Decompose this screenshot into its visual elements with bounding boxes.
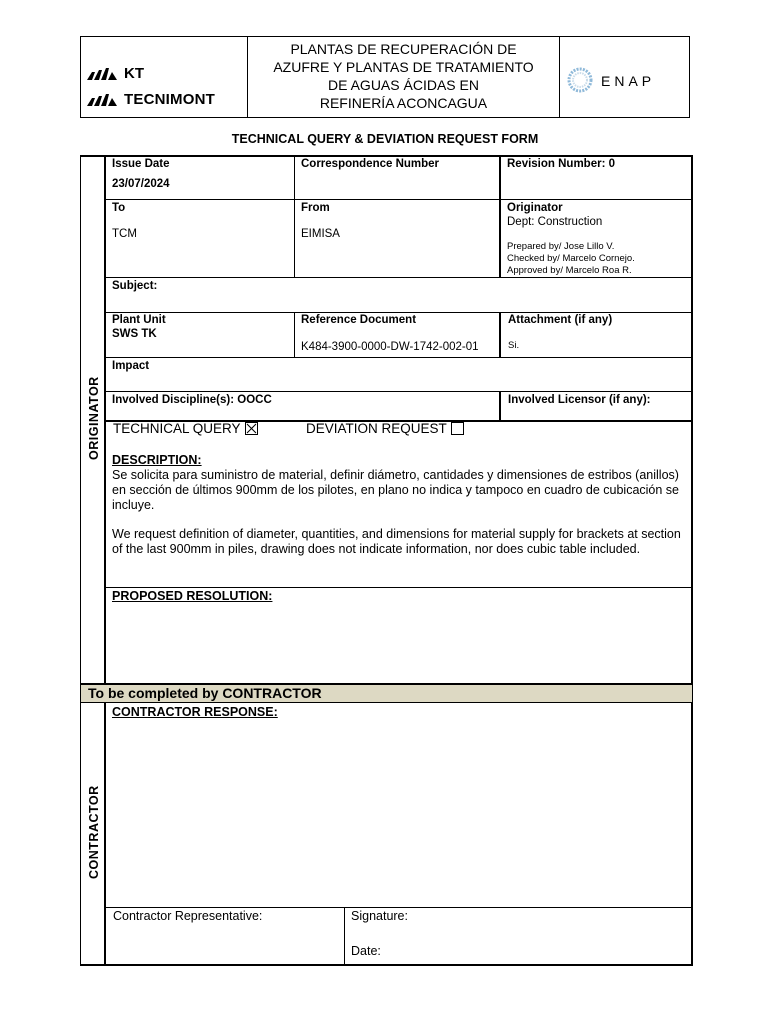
attachment-value: Si. [508, 340, 520, 351]
kt-mark-icon [87, 68, 117, 80]
contractor-banner: To be completed by CONTRACTOR [80, 683, 693, 703]
originator-side-label-wrap [87, 376, 103, 461]
correspondence-number-label: Correspondence Number [301, 158, 440, 170]
row-rule [106, 357, 693, 358]
from-value: EIMISA [301, 228, 340, 240]
signature-row-rule [106, 907, 693, 908]
checked-by: Checked by/ Marcelo Cornejo. [507, 253, 635, 264]
attachment-label: Attachment (if any) [508, 314, 613, 326]
description-heading: DESCRIPTION: [112, 453, 202, 467]
deviation-request-checkbox[interactable] [451, 422, 464, 435]
enap-logo [562, 62, 688, 102]
project-title-line: PLANTAS DE RECUPERACIÓN DE [290, 41, 517, 57]
description-english: We request definition of diameter, quantities, and dimensions for material supply for brackets at section of the last 900mm in piles, drawing does not indicate information, nor does cubic table included. [112, 527, 681, 556]
header-divider-2 [559, 36, 560, 118]
approved-by: Approved by/ Marcelo Roa R. [507, 265, 632, 276]
subject-label: Subject: [112, 280, 158, 292]
project-title-line: AZUFRE Y PLANTAS DE TRATAMIENTO [273, 59, 534, 75]
involved-licensor-label: Involved Licensor (if any): [508, 394, 651, 406]
col-rule [294, 155, 295, 277]
contractor-outer-box [80, 703, 693, 966]
technical-query-checkbox[interactable] [245, 422, 258, 435]
contractor-response-heading: CONTRACTOR RESPONSE: [112, 705, 278, 719]
row-rule [106, 587, 693, 588]
deviation-request-option[interactable] [306, 421, 464, 437]
project-title-line: DE AGUAS ÁCIDAS EN [328, 77, 479, 93]
enap-logo-text: ENAP [601, 73, 656, 89]
issue-date-value: 23/07/2024 [112, 178, 170, 190]
row-rule [106, 199, 693, 200]
row-rule [106, 312, 693, 313]
contractor-representative-label: Contractor Representative: [113, 909, 263, 923]
contractor-side-label: CONTRACTOR [87, 785, 101, 879]
deviation-request-label: DEVIATION REQUEST [306, 421, 447, 436]
row-rule [106, 391, 693, 392]
technical-query-option[interactable] [113, 421, 258, 437]
col-rule [499, 312, 501, 357]
involved-disciplines-label: Involved Discipline(s): OOCC [112, 394, 272, 406]
to-value: TCM [112, 228, 137, 240]
reference-document-label: Reference Document [301, 314, 417, 326]
description-block [112, 453, 688, 557]
from-label: From [301, 202, 330, 214]
plant-unit-value: SWS TK [112, 328, 157, 340]
contractor-side-label-wrap [87, 785, 103, 880]
plant-unit-label: Plant Unit [112, 314, 166, 326]
to-label: To [112, 202, 126, 214]
originator-side-label: ORIGINATOR [87, 376, 101, 460]
revision-number-label: Revision Number: 0 [507, 158, 615, 170]
originator-dept: Dept: Construction [507, 216, 603, 228]
impact-label: Impact [112, 360, 150, 372]
kt-logo-text: KT [124, 65, 144, 82]
checkbox-cross-icon [246, 423, 257, 434]
enap-ring-icon [566, 66, 594, 94]
date-label: Date: [351, 944, 381, 958]
issue-date-label: Issue Date [112, 158, 170, 170]
row-rule [106, 277, 693, 278]
reference-document-value: K484-3900-0000-DW-1742-002-01 [301, 341, 479, 353]
tecnimont-logo-text: TECNIMONT [124, 91, 215, 108]
tecnimont-mark-icon [87, 94, 117, 106]
signature-label: Signature: [351, 909, 408, 923]
prepared-by: Prepared by/ Jose Lillo V. [507, 241, 615, 252]
proposed-resolution-heading: PROPOSED RESOLUTION: [112, 589, 273, 603]
form-title: TECHNICAL QUERY & DEVIATION REQUEST FORM [231, 132, 539, 146]
originator-label: Originator [507, 202, 563, 214]
technical-query-label: TECHNICAL QUERY [113, 421, 241, 436]
project-title [248, 40, 559, 112]
col-rule [499, 391, 501, 420]
kt-tecnimont-logo [86, 64, 244, 110]
project-title-line: REFINERÍA ACONCAGUA [319, 95, 488, 111]
signature-col-rule [344, 907, 345, 966]
col-rule [294, 312, 295, 357]
description-spanish: Se solicita para suministro de material, definir diámetro, cantidades y dimensiones de estribos (anillos) en sección de últimos 900mm de los pilotes, en plano no indica y tampoco en cuadro de cubicación se incluye. [112, 468, 680, 512]
col-rule [499, 155, 501, 277]
